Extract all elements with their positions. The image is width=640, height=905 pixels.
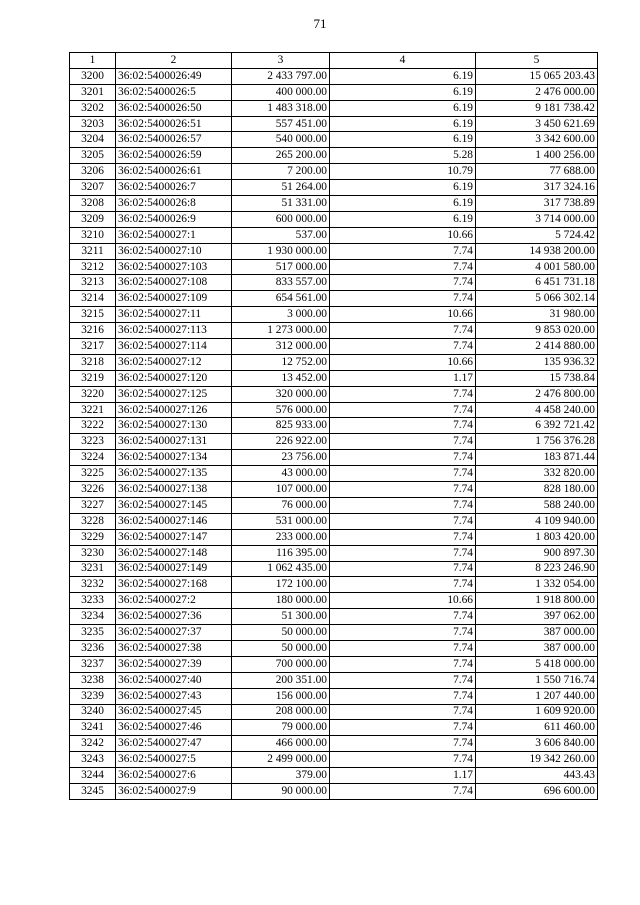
rate-cell: 7.74: [330, 323, 476, 339]
row-number-cell: 3242: [70, 736, 116, 752]
rate-cell: 10.66: [330, 593, 476, 609]
row-number-cell: 3207: [70, 180, 116, 196]
area-cell: 76 000.00: [232, 497, 330, 513]
row-number-cell: 3238: [70, 672, 116, 688]
value-cell: 332 820.00: [476, 466, 598, 482]
area-cell: 400 000.00: [232, 84, 330, 100]
row-number-cell: 3245: [70, 783, 116, 799]
area-cell: 7 200.00: [232, 164, 330, 180]
row-number-cell: 3229: [70, 529, 116, 545]
area-cell: 600 000.00: [232, 211, 330, 227]
cadastral-number-cell: 36:02:5400026:50: [116, 100, 232, 116]
rate-cell: 6.19: [330, 180, 476, 196]
row-number-cell: 3215: [70, 307, 116, 323]
row-number-cell: 3214: [70, 291, 116, 307]
cadastral-number-cell: 36:02:5400027:5: [116, 752, 232, 768]
column-header-4: 4: [330, 53, 476, 69]
cadastral-number-cell: 36:02:5400027:9: [116, 783, 232, 799]
row-number-cell: 3244: [70, 768, 116, 784]
table-row: [70, 196, 598, 212]
value-cell: 443.43: [476, 768, 598, 784]
cadastral-number-cell: 36:02:5400027:2: [116, 593, 232, 609]
area-cell: 517 000.00: [232, 259, 330, 275]
rate-cell: 7.74: [330, 625, 476, 641]
cadastral-number-cell: 36:02:5400026:7: [116, 180, 232, 196]
cadastral-number-cell: 36:02:5400027:6: [116, 768, 232, 784]
rate-cell: 6.19: [330, 100, 476, 116]
rate-cell: 7.74: [330, 275, 476, 291]
row-number-cell: 3222: [70, 418, 116, 434]
table-row: [70, 180, 598, 196]
value-cell: 387 000.00: [476, 640, 598, 656]
row-number-cell: 3234: [70, 609, 116, 625]
value-cell: 4 109 940.00: [476, 513, 598, 529]
value-cell: 1 918 800.00: [476, 593, 598, 609]
value-cell: 5 418 000.00: [476, 656, 598, 672]
cadastral-number-cell: 36:02:5400027:10: [116, 243, 232, 259]
row-number-cell: 3200: [70, 68, 116, 84]
table-row: [70, 100, 598, 116]
value-cell: 2 476 000.00: [476, 84, 598, 100]
cadastral-number-cell: 36:02:5400027:126: [116, 402, 232, 418]
row-number-cell: 3201: [70, 84, 116, 100]
value-cell: 588 240.00: [476, 497, 598, 513]
value-cell: 9 853 020.00: [476, 323, 598, 339]
rate-cell: 7.74: [330, 497, 476, 513]
area-cell: 2 433 797.00: [232, 68, 330, 84]
rate-cell: 7.74: [330, 704, 476, 720]
row-number-cell: 3227: [70, 497, 116, 513]
table-row: [70, 164, 598, 180]
row-number-cell: 3232: [70, 577, 116, 593]
row-number-cell: 3239: [70, 688, 116, 704]
value-cell: 3 714 000.00: [476, 211, 598, 227]
value-cell: 1 756 376.28: [476, 434, 598, 450]
table-row: [70, 84, 598, 100]
cadastral-number-cell: 36:02:5400026:5: [116, 84, 232, 100]
row-number-cell: 3218: [70, 354, 116, 370]
area-cell: 12 752.00: [232, 354, 330, 370]
cadastral-number-cell: 36:02:5400027:45: [116, 704, 232, 720]
rate-cell: 7.74: [330, 450, 476, 466]
rate-cell: 10.66: [330, 354, 476, 370]
rate-cell: 7.74: [330, 466, 476, 482]
table-row: [70, 211, 598, 227]
cadastral-number-cell: 36:02:5400027:39: [116, 656, 232, 672]
value-cell: 31 980.00: [476, 307, 598, 323]
value-cell: 696 600.00: [476, 783, 598, 799]
value-cell: 183 871.44: [476, 450, 598, 466]
table-row: [70, 609, 598, 625]
row-number-cell: 3206: [70, 164, 116, 180]
value-cell: 3 342 600.00: [476, 132, 598, 148]
area-cell: 23 756.00: [232, 450, 330, 466]
area-cell: 107 000.00: [232, 482, 330, 498]
value-cell: 19 342 260.00: [476, 752, 598, 768]
row-number-cell: 3219: [70, 370, 116, 386]
rate-cell: 6.19: [330, 196, 476, 212]
row-number-cell: 3221: [70, 402, 116, 418]
row-number-cell: 3203: [70, 116, 116, 132]
area-cell: 200 351.00: [232, 672, 330, 688]
rate-cell: 6.19: [330, 132, 476, 148]
rate-cell: 7.74: [330, 291, 476, 307]
cadastral-number-cell: 36:02:5400027:130: [116, 418, 232, 434]
table-row: [70, 434, 598, 450]
rate-cell: 7.74: [330, 434, 476, 450]
rate-cell: 7.74: [330, 577, 476, 593]
area-cell: 700 000.00: [232, 656, 330, 672]
table-row: [70, 688, 598, 704]
value-cell: 4 458 240.00: [476, 402, 598, 418]
cadastral-number-cell: 36:02:5400027:46: [116, 720, 232, 736]
cadastral-number-cell: 36:02:5400027:36: [116, 609, 232, 625]
area-cell: 833 557.00: [232, 275, 330, 291]
cadastral-number-cell: 36:02:5400027:120: [116, 370, 232, 386]
page-number: 71: [313, 16, 327, 31]
row-number-cell: 3205: [70, 148, 116, 164]
value-cell: 900 897.30: [476, 545, 598, 561]
row-number-cell: 3225: [70, 466, 116, 482]
value-cell: 2 476 800.00: [476, 386, 598, 402]
rate-cell: 10.66: [330, 307, 476, 323]
table-body: [70, 68, 598, 799]
row-number-cell: 3243: [70, 752, 116, 768]
table-row: [70, 640, 598, 656]
area-cell: 51 300.00: [232, 609, 330, 625]
area-cell: 576 000.00: [232, 402, 330, 418]
rate-cell: 6.19: [330, 68, 476, 84]
value-cell: 1 550 716.74: [476, 672, 598, 688]
table-row: [70, 561, 598, 577]
row-number-cell: 3209: [70, 211, 116, 227]
area-cell: 90 000.00: [232, 783, 330, 799]
row-number-cell: 3223: [70, 434, 116, 450]
cadastral-number-cell: 36:02:5400026:8: [116, 196, 232, 212]
row-number-cell: 3208: [70, 196, 116, 212]
cadastral-number-cell: 36:02:5400027:113: [116, 323, 232, 339]
table-row: [70, 466, 598, 482]
area-cell: 312 000.00: [232, 339, 330, 355]
area-cell: 825 933.00: [232, 418, 330, 434]
area-cell: 226 922.00: [232, 434, 330, 450]
rate-cell: 7.74: [330, 386, 476, 402]
value-cell: 3 606 840.00: [476, 736, 598, 752]
rate-cell: 7.74: [330, 402, 476, 418]
table-row: [70, 307, 598, 323]
rate-cell: 6.19: [330, 84, 476, 100]
cadastral-number-cell: 36:02:5400027:148: [116, 545, 232, 561]
value-cell: 5 066 302.14: [476, 291, 598, 307]
rate-cell: 1.17: [330, 370, 476, 386]
rate-cell: 7.74: [330, 561, 476, 577]
area-cell: 466 000.00: [232, 736, 330, 752]
rate-cell: 6.19: [330, 116, 476, 132]
cadastral-number-cell: 36:02:5400027:114: [116, 339, 232, 355]
value-cell: 9 181 738.42: [476, 100, 598, 116]
rate-cell: 7.74: [330, 688, 476, 704]
cadastral-number-cell: 36:02:5400027:134: [116, 450, 232, 466]
cadastral-number-cell: 36:02:5400027:138: [116, 482, 232, 498]
area-cell: 43 000.00: [232, 466, 330, 482]
rate-cell: 7.74: [330, 545, 476, 561]
value-cell: 3 450 621.69: [476, 116, 598, 132]
area-cell: 1 483 318.00: [232, 100, 330, 116]
value-cell: 1 207 440.00: [476, 688, 598, 704]
value-cell: 6 451 731.18: [476, 275, 598, 291]
area-cell: 1 273 000.00: [232, 323, 330, 339]
table-row: [70, 497, 598, 513]
table-row: [70, 339, 598, 355]
area-cell: 540 000.00: [232, 132, 330, 148]
area-cell: 379.00: [232, 768, 330, 784]
area-cell: 116 395.00: [232, 545, 330, 561]
table-row: [70, 513, 598, 529]
value-cell: 15 738.84: [476, 370, 598, 386]
value-cell: 14 938 200.00: [476, 243, 598, 259]
table-row: [70, 545, 598, 561]
rate-cell: 7.74: [330, 418, 476, 434]
row-number-cell: 3236: [70, 640, 116, 656]
value-cell: 4 001 580.00: [476, 259, 598, 275]
area-cell: 172 100.00: [232, 577, 330, 593]
cadastral-number-cell: 36:02:5400027:43: [116, 688, 232, 704]
area-cell: 51 331.00: [232, 196, 330, 212]
area-cell: 557 451.00: [232, 116, 330, 132]
row-number-cell: 3230: [70, 545, 116, 561]
area-cell: 265 200.00: [232, 148, 330, 164]
table-row: [70, 370, 598, 386]
value-cell: 1 400 256.00: [476, 148, 598, 164]
table-row: [70, 275, 598, 291]
cadastral-number-cell: 36:02:5400027:37: [116, 625, 232, 641]
table-row: [70, 450, 598, 466]
rate-cell: 5.28: [330, 148, 476, 164]
table-row: [70, 768, 598, 784]
table-row: [70, 704, 598, 720]
table-row: [70, 132, 598, 148]
table-row: [70, 243, 598, 259]
value-cell: 5 724.42: [476, 227, 598, 243]
cadastral-number-cell: 36:02:5400027:103: [116, 259, 232, 275]
rate-cell: 7.74: [330, 339, 476, 355]
cadastral-number-cell: 36:02:5400027:147: [116, 529, 232, 545]
value-cell: 1 803 420.00: [476, 529, 598, 545]
area-cell: 50 000.00: [232, 625, 330, 641]
area-cell: 233 000.00: [232, 529, 330, 545]
table-row: [70, 752, 598, 768]
rate-cell: 6.19: [330, 211, 476, 227]
row-number-cell: 3212: [70, 259, 116, 275]
cadastral-number-cell: 36:02:5400026:59: [116, 148, 232, 164]
rate-cell: 7.74: [330, 656, 476, 672]
cadastral-number-cell: 36:02:5400027:149: [116, 561, 232, 577]
value-cell: 317 324.16: [476, 180, 598, 196]
rate-cell: 7.74: [330, 609, 476, 625]
cadastral-number-cell: 36:02:5400027:135: [116, 466, 232, 482]
area-cell: 180 000.00: [232, 593, 330, 609]
cadastral-number-cell: 36:02:5400027:47: [116, 736, 232, 752]
cadastral-number-cell: 36:02:5400026:51: [116, 116, 232, 132]
cadastral-number-cell: 36:02:5400027:1: [116, 227, 232, 243]
column-header-2: 2: [116, 53, 232, 69]
row-number-cell: 3204: [70, 132, 116, 148]
row-number-cell: 3224: [70, 450, 116, 466]
row-number-cell: 3235: [70, 625, 116, 641]
area-cell: 79 000.00: [232, 720, 330, 736]
value-cell: 317 738.89: [476, 196, 598, 212]
value-cell: 2 414 880.00: [476, 339, 598, 355]
rate-cell: 7.74: [330, 513, 476, 529]
value-cell: 1 332 054.00: [476, 577, 598, 593]
value-cell: 828 180.00: [476, 482, 598, 498]
value-cell: 15 065 203.43: [476, 68, 598, 84]
area-cell: 1 062 435.00: [232, 561, 330, 577]
cadastral-number-cell: 36:02:5400027:109: [116, 291, 232, 307]
rate-cell: 10.66: [330, 227, 476, 243]
cadastral-number-cell: 36:02:5400026:61: [116, 164, 232, 180]
table-row: [70, 323, 598, 339]
row-number-cell: 3241: [70, 720, 116, 736]
table-row: [70, 656, 598, 672]
rate-cell: 7.74: [330, 243, 476, 259]
row-number-cell: 3240: [70, 704, 116, 720]
rate-cell: 7.74: [330, 529, 476, 545]
table-row: [70, 720, 598, 736]
data-table: [69, 52, 598, 800]
area-cell: 537.00: [232, 227, 330, 243]
row-number-cell: 3211: [70, 243, 116, 259]
area-cell: 51 264.00: [232, 180, 330, 196]
table-row: [70, 418, 598, 434]
area-cell: 156 000.00: [232, 688, 330, 704]
value-cell: 6 392 721.42: [476, 418, 598, 434]
row-number-cell: 3231: [70, 561, 116, 577]
table-row: [70, 593, 598, 609]
rate-cell: 10.79: [330, 164, 476, 180]
table-row: [70, 291, 598, 307]
table-row: [70, 736, 598, 752]
row-number-cell: 3202: [70, 100, 116, 116]
column-header-5: 5: [476, 53, 598, 69]
value-cell: 1 609 920.00: [476, 704, 598, 720]
table-row: [70, 402, 598, 418]
row-number-cell: 3213: [70, 275, 116, 291]
area-cell: 1 930 000.00: [232, 243, 330, 259]
table-row: [70, 116, 598, 132]
table-row: [70, 148, 598, 164]
row-number-cell: 3217: [70, 339, 116, 355]
rate-cell: 7.74: [330, 720, 476, 736]
rate-cell: 7.74: [330, 736, 476, 752]
area-cell: 50 000.00: [232, 640, 330, 656]
column-header-3: 3: [232, 53, 330, 69]
table-row: [70, 625, 598, 641]
area-cell: 2 499 000.00: [232, 752, 330, 768]
cadastral-number-cell: 36:02:5400027:40: [116, 672, 232, 688]
cadastral-number-cell: 36:02:5400027:145: [116, 497, 232, 513]
row-number-cell: 3220: [70, 386, 116, 402]
table-row: [70, 386, 598, 402]
rate-cell: 7.74: [330, 640, 476, 656]
rate-cell: 1.17: [330, 768, 476, 784]
row-number-cell: 3237: [70, 656, 116, 672]
table-header-row: [70, 53, 598, 69]
table-row: [70, 529, 598, 545]
table-row: [70, 672, 598, 688]
table-row: [70, 577, 598, 593]
row-number-cell: 3216: [70, 323, 116, 339]
value-cell: 135 936.32: [476, 354, 598, 370]
cadastral-number-cell: 36:02:5400026:57: [116, 132, 232, 148]
cadastral-number-cell: 36:02:5400027:125: [116, 386, 232, 402]
area-cell: 320 000.00: [232, 386, 330, 402]
table-row: [70, 482, 598, 498]
cadastral-number-cell: 36:02:5400026:49: [116, 68, 232, 84]
table-row: [70, 68, 598, 84]
rate-cell: 7.74: [330, 672, 476, 688]
cadastral-number-cell: 36:02:5400027:146: [116, 513, 232, 529]
cadastral-number-cell: 36:02:5400027:108: [116, 275, 232, 291]
value-cell: 397 062.00: [476, 609, 598, 625]
row-number-cell: 3233: [70, 593, 116, 609]
area-cell: 13 452.00: [232, 370, 330, 386]
value-cell: 8 223 246.90: [476, 561, 598, 577]
cadastral-number-cell: 36:02:5400027:38: [116, 640, 232, 656]
cadastral-number-cell: 36:02:5400027:12: [116, 354, 232, 370]
area-cell: 208 000.00: [232, 704, 330, 720]
cadastral-number-cell: 36:02:5400027:11: [116, 307, 232, 323]
value-cell: 387 000.00: [476, 625, 598, 641]
cadastral-number-cell: 36:02:5400026:9: [116, 211, 232, 227]
area-cell: 3 000.00: [232, 307, 330, 323]
row-number-cell: 3210: [70, 227, 116, 243]
table-row: [70, 783, 598, 799]
area-cell: 654 561.00: [232, 291, 330, 307]
value-cell: 611 460.00: [476, 720, 598, 736]
area-cell: 531 000.00: [232, 513, 330, 529]
row-number-cell: 3226: [70, 482, 116, 498]
table-row: [70, 354, 598, 370]
rate-cell: 7.74: [330, 482, 476, 498]
rate-cell: 7.74: [330, 783, 476, 799]
cadastral-number-cell: 36:02:5400027:168: [116, 577, 232, 593]
column-header-1: 1: [70, 53, 116, 69]
table-row: [70, 227, 598, 243]
table-row: [70, 259, 598, 275]
row-number-cell: 3228: [70, 513, 116, 529]
rate-cell: 7.74: [330, 259, 476, 275]
cadastral-number-cell: 36:02:5400027:131: [116, 434, 232, 450]
rate-cell: 7.74: [330, 752, 476, 768]
value-cell: 77 688.00: [476, 164, 598, 180]
